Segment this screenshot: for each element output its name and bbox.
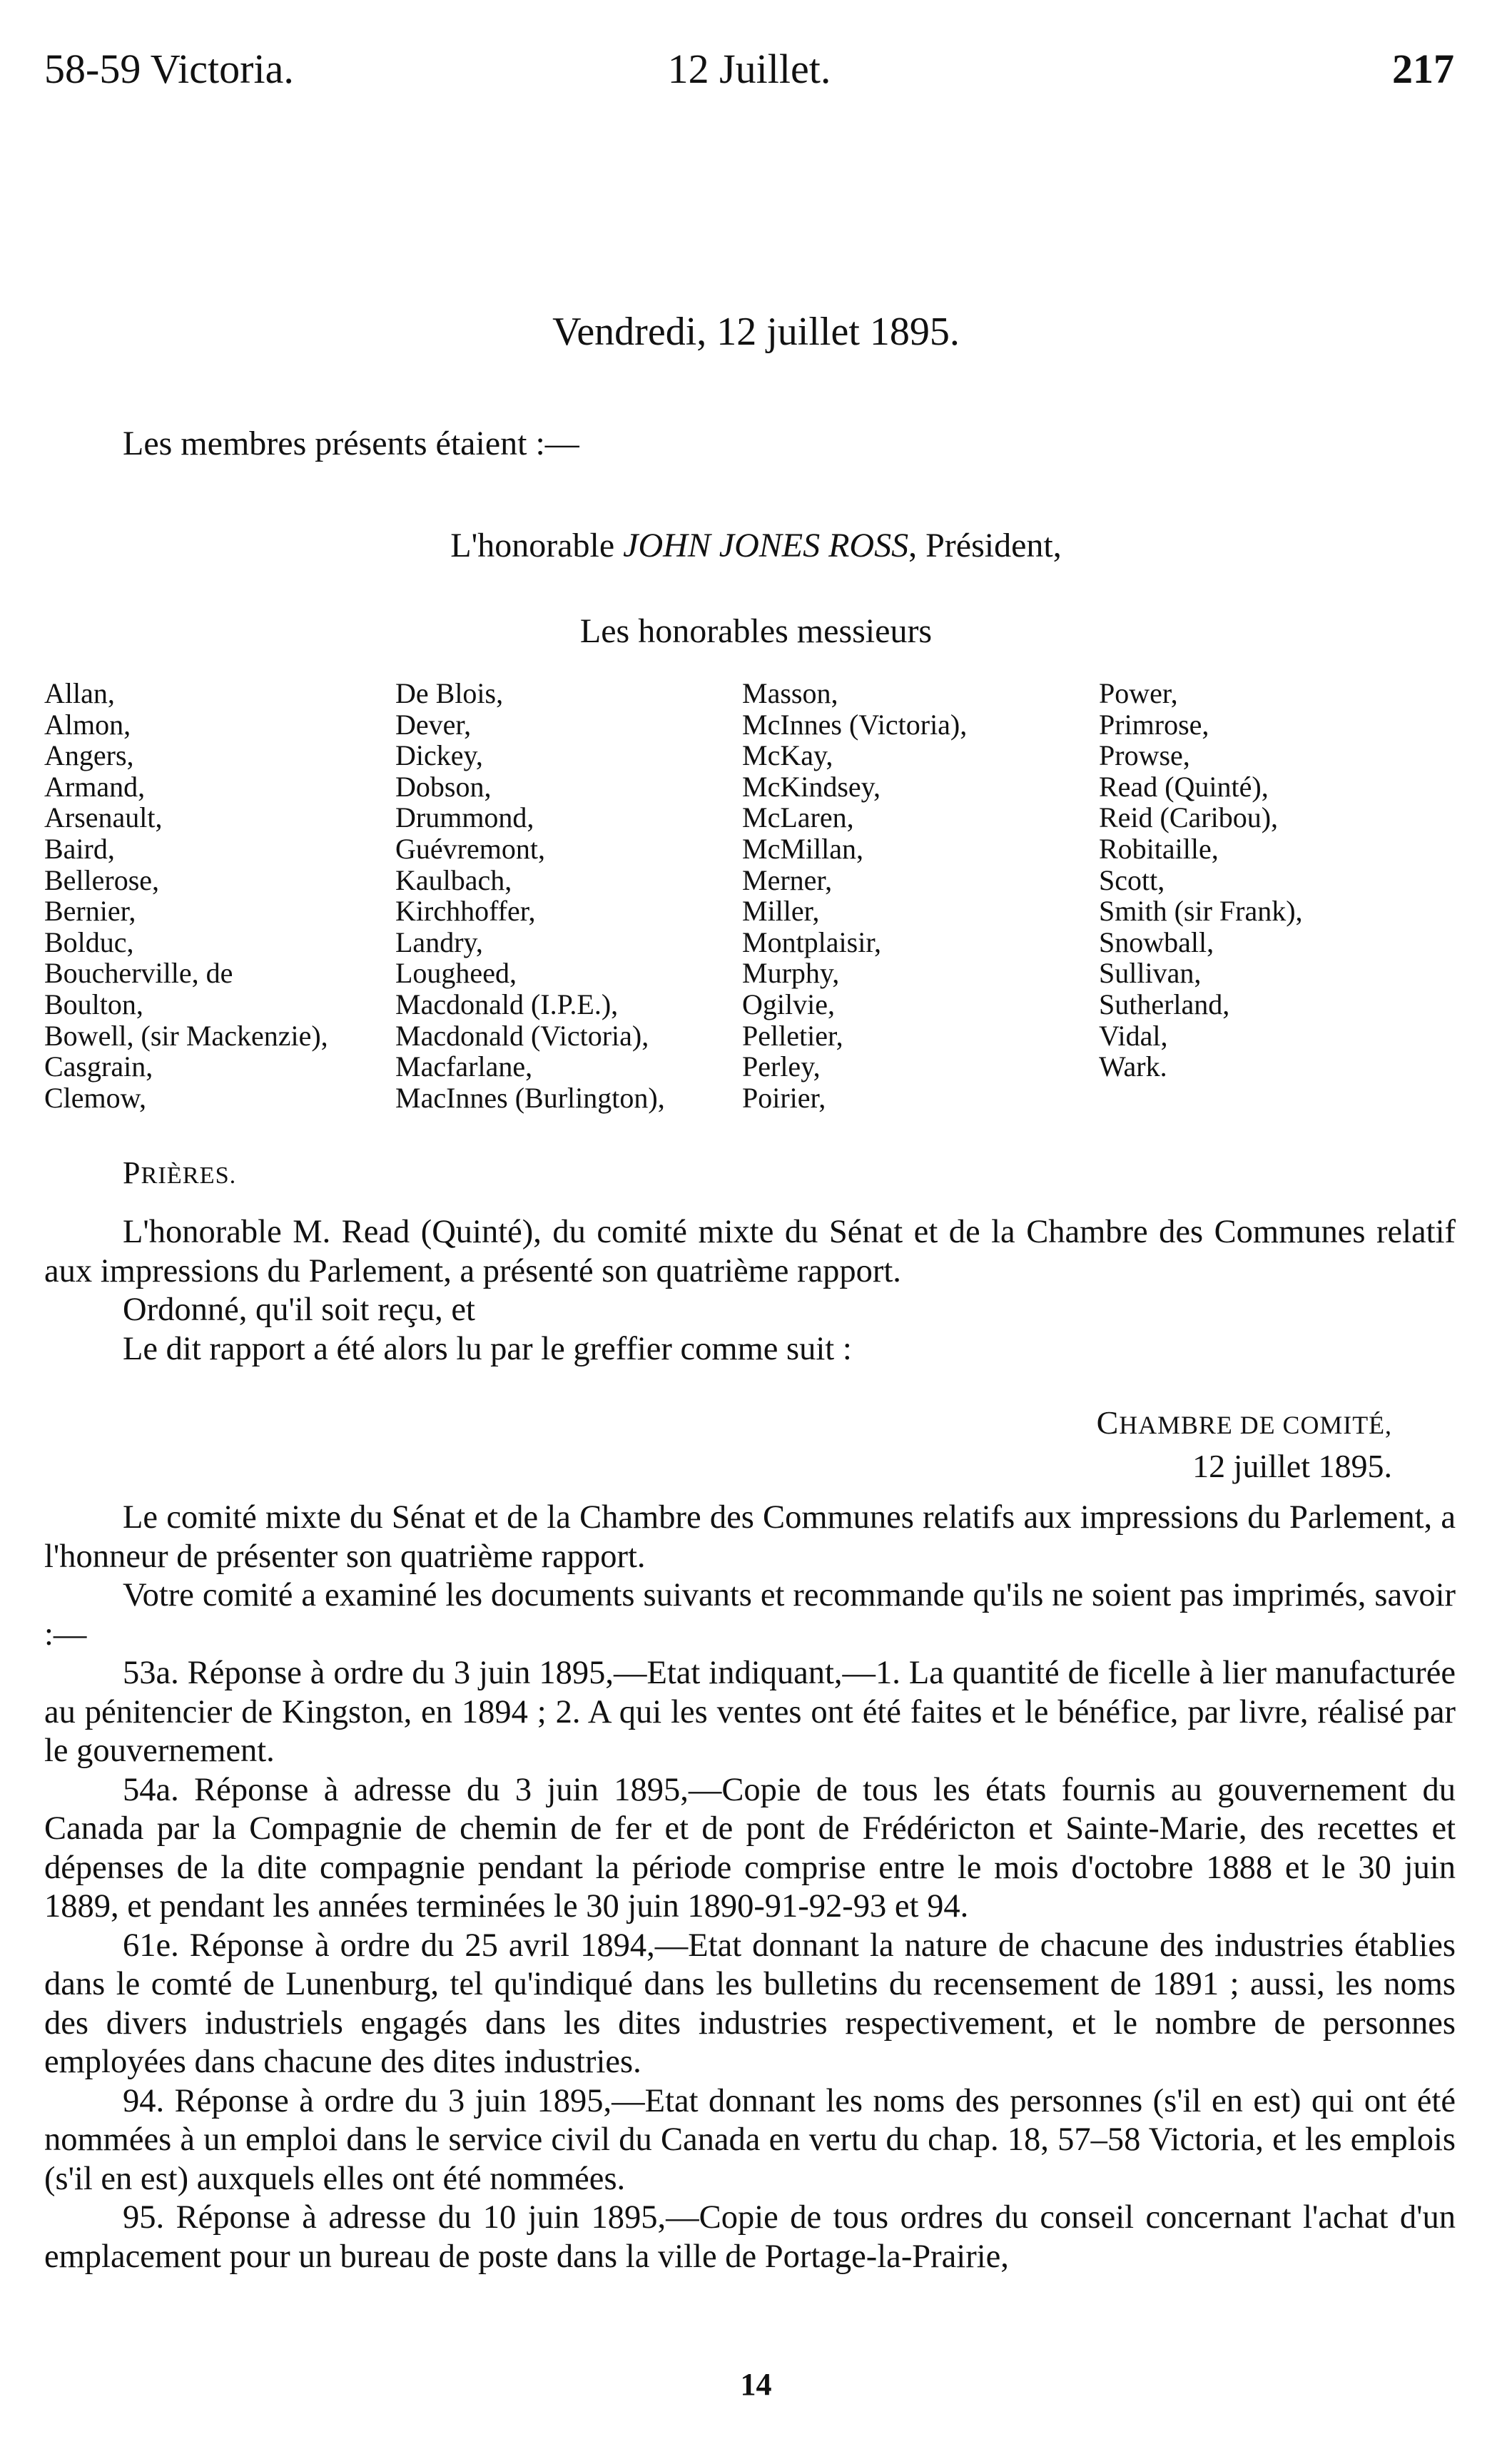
- member-name: Drummond,: [395, 801, 534, 834]
- president-title: , Président,: [908, 527, 1062, 564]
- header-date: 12 Juillet.: [667, 46, 831, 92]
- paragraph: 61e. Réponse à ordre du 25 avril 1894,—Etat donnant la nature de chacune des industries établies dans le comté de Lunenburg, tel qu'indiqué dans les bulletins du recensement de 1891 ; aussi, les noms des divers industriels engagés dans les dites industries respectivement, et le nombre de personnes employées dans chacune des dites industries.: [44, 1927, 1456, 2080]
- member-name: Macdonald (Victoria),: [395, 1019, 649, 1052]
- member-name: MacInnes (Burlington),: [395, 1081, 665, 1114]
- member-name: Reid (Caribou),: [1099, 801, 1279, 834]
- member-name: Guévremont,: [395, 832, 545, 865]
- member-name: Arsenault,: [44, 801, 163, 834]
- member-name: Murphy,: [742, 957, 840, 990]
- paragraph: Le comité mixte du Sénat et de la Chambre des Communes relatifs aux impressions du Parlement, a l'honneur de présenter son quatrième rapport.: [44, 1499, 1456, 1575]
- paragraph: 53a. Réponse à ordre du 3 juin 1895,—Etat indiquant,—1. La quantité de ficelle à lier manufacturée au pénitencier de Kingston, en 1894 ; 2. A qui les ventes ont été faites et le bénéfice, par livre, réalisé par le gouvernement.: [44, 1655, 1456, 1769]
- member-name: Vidal,: [1099, 1019, 1168, 1052]
- prayers-initial: P: [123, 1155, 141, 1190]
- honorables-heading: Les honorables messieurs: [579, 612, 933, 650]
- running-header: [44, 44, 1454, 94]
- member-name: Primrose,: [1099, 708, 1209, 741]
- member-name: Macdonald (I.P.E.),: [395, 988, 619, 1020]
- members-list: [44, 678, 1457, 1135]
- member-name: Read (Quinté),: [1099, 770, 1269, 803]
- member-name: McKay,: [742, 739, 833, 772]
- members-column-3: [742, 678, 967, 1113]
- paragraph: Ordonné, qu'il soit reçu, et: [123, 1292, 475, 1328]
- member-name: Macfarlane,: [395, 1050, 533, 1083]
- member-name: Clemow,: [44, 1081, 146, 1114]
- member-name: Angers,: [44, 739, 134, 772]
- member-name: Boucherville, de: [44, 957, 233, 990]
- paragraph: L'honorable M. Read (Quinté), du comité mixte du Sénat et de la Chambre des Communes relatif aux impressions du Parlement, a présenté son quatrième rapport.: [44, 1214, 1456, 1289]
- member-name: Dickey,: [395, 739, 483, 772]
- paragraph: 95. Réponse à adresse du 10 juin 1895,—Copie de tous ordres du conseil concernant l'achat d'un emplacement pour un bureau de poste dans la ville de Portage-la-Prairie,: [44, 2199, 1456, 2275]
- signature-folio: 14: [740, 2367, 772, 2402]
- member-name: Wark.: [1099, 1050, 1167, 1083]
- member-name: Montplaisir,: [742, 926, 882, 958]
- members-column-1: [44, 678, 328, 1113]
- report-dateline: [1097, 1402, 1392, 1487]
- member-name: McKindsey,: [742, 770, 881, 803]
- member-name: Armand,: [44, 770, 146, 803]
- member-name: Landry,: [395, 926, 483, 958]
- president-name: JOHN JONES ROSS: [623, 527, 909, 564]
- prayers-heading: [123, 1152, 236, 1196]
- present-line: Les membres présents étaient :—: [123, 425, 579, 462]
- report-text: [44, 1499, 1456, 2276]
- member-name: Sullivan,: [1099, 957, 1202, 990]
- president-line: [0, 524, 1512, 567]
- member-name: Lougheed,: [395, 957, 517, 990]
- member-name: Bowell, (sir Mackenzie),: [44, 1019, 328, 1052]
- member-name: Snowball,: [1099, 926, 1214, 958]
- member-name: Kirchhoffer,: [395, 895, 536, 928]
- member-name: Boulton,: [44, 988, 143, 1020]
- member-name: Casgrain,: [44, 1050, 153, 1083]
- committee-room: [1097, 1402, 1392, 1446]
- member-name: Power,: [1099, 677, 1178, 709]
- member-name: Masson,: [742, 677, 838, 709]
- committee-room-initial: C: [1096, 1404, 1120, 1441]
- member-name: Ogilvie,: [742, 988, 835, 1020]
- member-name: Allan,: [44, 677, 115, 709]
- member-name: Smith (sir Frank),: [1099, 895, 1303, 928]
- member-name: McMillan,: [742, 832, 863, 865]
- member-name: Dever,: [395, 708, 472, 741]
- member-name: De Blois,: [395, 677, 504, 709]
- member-name: Miller,: [742, 895, 820, 928]
- paragraph: 94. Réponse à ordre du 3 juin 1895,—Etat donnant les noms des personnes (s'il en est) qui ont été nommées à un emploi dans le service civil du Canada en vertu du chap. 18, 57–58 Victoria, et les emplois (s'il en est) auxquels elles ont été nommées.: [44, 2082, 1456, 2197]
- member-name: Almon,: [44, 708, 131, 741]
- committee-room-rest: HAMBRE DE COMITÉ,: [1119, 1411, 1392, 1439]
- member-name: Perley,: [742, 1050, 821, 1083]
- members-column-4: [1099, 678, 1303, 1082]
- member-name: Dobson,: [395, 770, 492, 803]
- member-name: Robitaille,: [1099, 832, 1219, 865]
- paragraph: Le dit rapport a été alors lu par le greffier comme suit :: [123, 1330, 852, 1367]
- member-name: McInnes (Victoria),: [742, 708, 968, 741]
- proceedings-text: [44, 1213, 1456, 1369]
- members-column-2: [395, 678, 665, 1113]
- member-name: Kaulbach,: [395, 863, 512, 896]
- member-name: Merner,: [742, 863, 833, 896]
- president-prefix: L'honorable: [450, 527, 615, 564]
- paragraph: 54a. Réponse à adresse du 3 juin 1895,—Copie de tous les états fournis au gouvernement du Canada par la Compagnie de chemin de fer et de pont de Frédéricton et Sainte-Marie, des recettes et dépenses de la dite compagnie pendant la période comprise entre le mois d'octobre 1888 et le 30 juin 1889, et pendant les années terminées le 30 juin 1890-91-92-93 et 94.: [44, 1771, 1456, 1925]
- paragraph: Votre comité a examiné les documents suivants et recommande qu'ils ne soient pas imprimés, savoir :—: [44, 1577, 1456, 1653]
- member-name: Sutherland,: [1099, 988, 1230, 1020]
- prayers-rest: RIÈRES.: [141, 1162, 237, 1189]
- member-name: Baird,: [44, 832, 115, 865]
- report-date: 12 juillet 1895.: [1192, 1448, 1392, 1484]
- page-number: 217: [1392, 46, 1454, 92]
- member-name: Pelletier,: [742, 1019, 843, 1052]
- member-name: Bolduc,: [44, 926, 134, 958]
- member-name: Bernier,: [44, 895, 136, 928]
- sitting-date: Vendredi, 12 juillet 1895.: [552, 310, 960, 354]
- member-name: Poirier,: [742, 1081, 826, 1114]
- member-name: Bellerose,: [44, 863, 160, 896]
- member-name: McLaren,: [742, 801, 854, 834]
- member-name: Scott,: [1099, 863, 1165, 896]
- member-name: Prowse,: [1099, 739, 1190, 772]
- header-session: 58-59 Victoria.: [44, 46, 294, 92]
